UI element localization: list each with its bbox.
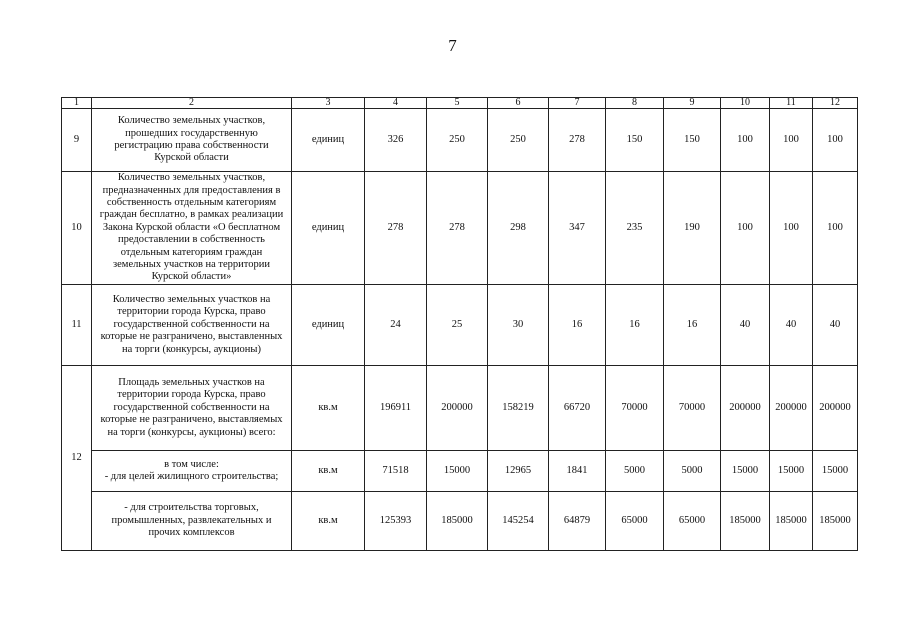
header-cell: 3: [292, 98, 365, 109]
value-cell: 125393: [365, 492, 427, 551]
indicator-description: Количество земельных участков, прошедших государственную регистрацию права собственности Курской области: [92, 109, 292, 172]
value-cell: 15000: [813, 451, 858, 492]
header-cell: 10: [721, 98, 770, 109]
table-row: [62, 285, 858, 366]
value-cell: 200000: [427, 366, 488, 451]
value-cell: 24: [365, 285, 427, 366]
unit-cell: единиц: [292, 109, 365, 172]
value-cell: 100: [813, 109, 858, 172]
value-cell: 66720: [549, 366, 606, 451]
value-cell: 16: [664, 285, 721, 366]
value-cell: 185000: [813, 492, 858, 551]
header-cell: 9: [664, 98, 721, 109]
indicator-description: Количество земельных участков на территории города Курска, право государственной собственности на которые не разграничено, выставленных на торги (конкурсы, аукционы): [92, 285, 292, 366]
header-cell: 2: [92, 98, 292, 109]
value-cell: 12965: [488, 451, 549, 492]
value-cell: 190: [664, 172, 721, 285]
value-cell: 40: [770, 285, 813, 366]
value-cell: 235: [606, 172, 664, 285]
indicator-description: в том числе: - для целей жилищного строительства;: [92, 451, 292, 492]
value-cell: 150: [664, 109, 721, 172]
value-cell: 196911: [365, 366, 427, 451]
value-cell: 278: [427, 172, 488, 285]
value-cell: 30: [488, 285, 549, 366]
value-cell: 326: [365, 109, 427, 172]
value-cell: 298: [488, 172, 549, 285]
value-cell: 16: [549, 285, 606, 366]
value-cell: 250: [427, 109, 488, 172]
value-cell: 200000: [813, 366, 858, 451]
value-cell: 185000: [721, 492, 770, 551]
header-cell: 8: [606, 98, 664, 109]
value-cell: 5000: [664, 451, 721, 492]
table-row: [62, 366, 858, 451]
value-cell: 15000: [427, 451, 488, 492]
table-row: [62, 172, 858, 285]
header-cell: 4: [365, 98, 427, 109]
value-cell: 71518: [365, 451, 427, 492]
value-cell: 100: [770, 172, 813, 285]
value-cell: 64879: [549, 492, 606, 551]
unit-cell: единиц: [292, 285, 365, 366]
table-row: [62, 451, 858, 492]
header-cell: 6: [488, 98, 549, 109]
value-cell: 100: [721, 172, 770, 285]
value-cell: 70000: [664, 366, 721, 451]
value-cell: 100: [770, 109, 813, 172]
header-cell: 12: [813, 98, 858, 109]
indicator-description: Площадь земельных участков на территории города Курска, право государственной собственности на которые не разграничено, выставляемых на торги (конкурсы, аукционы) всего:: [92, 366, 292, 451]
value-cell: 16: [606, 285, 664, 366]
unit-cell: кв.м: [292, 451, 365, 492]
value-cell: 25: [427, 285, 488, 366]
row-number: 10: [62, 172, 92, 285]
unit-cell: кв.м: [292, 366, 365, 451]
indicator-description: Количество земельных участков, предназначенных для предоставления в собственность отдельным категориям граждан бесплатно, в рамках реализации Закона Курской области «О бесплатном предоставлении в собственность отдельным категориям граждан земельных участков на территории Курской области»: [92, 172, 292, 285]
value-cell: 70000: [606, 366, 664, 451]
header-cell: 1: [62, 98, 92, 109]
value-cell: 278: [365, 172, 427, 285]
header-cell: 11: [770, 98, 813, 109]
value-cell: 250: [488, 109, 549, 172]
value-cell: 15000: [770, 451, 813, 492]
table-row: [62, 109, 858, 172]
header-cell: 5: [427, 98, 488, 109]
value-cell: 200000: [721, 366, 770, 451]
value-cell: 40: [813, 285, 858, 366]
value-cell: 185000: [770, 492, 813, 551]
row-number: 11: [62, 285, 92, 366]
unit-cell: единиц: [292, 172, 365, 285]
row-number: 12: [62, 366, 92, 551]
value-cell: 5000: [606, 451, 664, 492]
value-cell: 1841: [549, 451, 606, 492]
value-cell: 100: [721, 109, 770, 172]
header-row: [62, 98, 858, 109]
value-cell: 185000: [427, 492, 488, 551]
indicator-description: - для строительства торговых, промышленных, развлекательных и прочих комплексов: [92, 492, 292, 551]
value-cell: 145254: [488, 492, 549, 551]
page-number: 7: [448, 36, 457, 55]
value-cell: 200000: [770, 366, 813, 451]
table-row: [62, 492, 858, 551]
row-number: 9: [62, 109, 92, 172]
value-cell: 347: [549, 172, 606, 285]
header-cell: 7: [549, 98, 606, 109]
value-cell: 150: [606, 109, 664, 172]
value-cell: 100: [813, 172, 858, 285]
value-cell: 15000: [721, 451, 770, 492]
value-cell: 40: [721, 285, 770, 366]
value-cell: 158219: [488, 366, 549, 451]
value-cell: 278: [549, 109, 606, 172]
value-cell: 65000: [664, 492, 721, 551]
value-cell: 65000: [606, 492, 664, 551]
indicators-table: [61, 97, 858, 551]
unit-cell: кв.м: [292, 492, 365, 551]
